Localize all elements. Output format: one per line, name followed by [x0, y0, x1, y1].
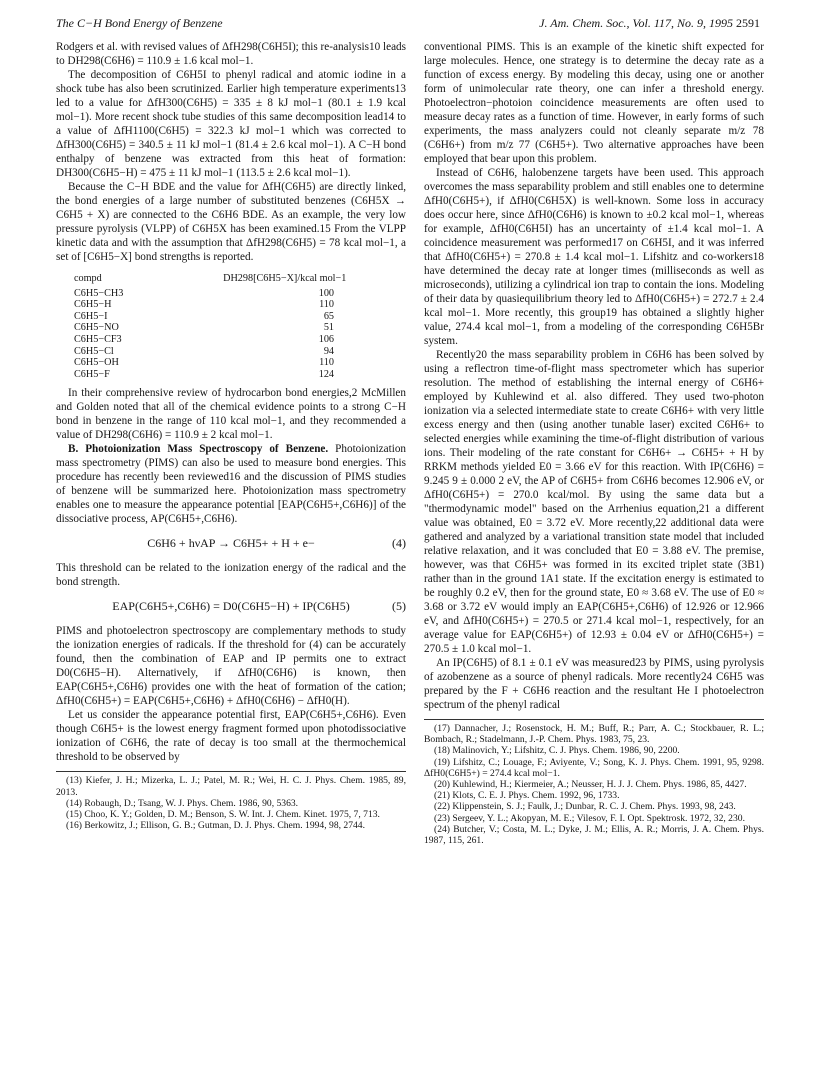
table-row: [56, 288, 406, 300]
compound-cell: C6H5−Cl: [74, 345, 114, 357]
bond-strength-table: [56, 271, 406, 380]
value-cell: 110: [319, 299, 334, 311]
table-row: [56, 299, 406, 311]
table-row: [56, 369, 406, 381]
footnotes: [424, 719, 764, 846]
paragraph: Recently20 the mass separability problem in C6H6 has been solved by using a reflectron time-of-flight mass spectrometer which has superior resolution. The method of establishing the internal energy of C6H6+ employed by Kuhlewind et al. also differed. They used two-photon ionization via a selected intermediate state to create C6H6+ with very little excess energy and then (using another tunable laser) excited C6H6+ to selected energies while examining the time-of-flight distribution of various ions. Their modeling of the rate constant for C6H6+ → C6H5+ + H by RRKM methods yielded E0 = 3.66 eV for this reaction. With IP(C6H6) = 9.245 9 ± 0.000 2 eV, the AP of C6H5+ from C6H6 becomes 12.906 eV, or ΔfH0(C6H5+) = 270.0 kcal/mol. By using the same data but a "thermodynamic model" based on the Arrhenius equation,21 a different value was obtained, E0 = 3.72 eV. More recently,22 additional data were gathered and analyzed by a variational transition state model that included relative relaxation, and it was concluded that E0 = 3.88 eV. The premise, however, was that C6H5+ was formed in its excited triplet state (3B1) rather than in the ground 1A1 state. If the excitation energy is estimated to be roughly 0.2 eV, then for the ground state, E0 ≈ 3.68 eV. The use of E0 ≈ 3.68 or 3.72 eV would imply an EAP(C6H5+,C6H6) of 12.926 or 12.966 eV, and ΔfH0(C6H5+) = 270.5 or 271.4 kcal mol−1, respectively, for an average value for EAP(C6H5+) of 12.93 ± 0.04 eV or ΔfH0(C6H5+) = 270.5 ± 1.0 kcal mol−1.: [424, 349, 764, 655]
paragraph: An IP(C6H5) of 8.1 ± 0.1 eV was measured23 by PIMS, using pyrolysis of azobenzene as a source of phenyl radicals. More recently24 C6H5 was prepared by the F + C6H6 reaction and the resultant He I photoelectron spectrum of the phenyl radical: [424, 657, 764, 711]
paragraph: In their comprehensive review of hydrocarbon bond energies,2 McMillen and Golden noted that all of the chemical evidence points to a strong C−H bond in benzene in the range of 110 kcal mol−1, and they recommended a value of DH298(C6H6) = 110.9 ± 2 kcal mol−1.: [56, 387, 406, 442]
paragraph: PIMS and photoelectron spectroscopy are complementary methods to study the ionization energies of radicals. If the threshold for (4) can be accurately found, then the combination of EAP and IP permits one to extract D0(C6H5−H). Alternatively, if ΔfH0(C6H6) is known, then EAP(C6H5+,C6H6) provides one with the heat of formation of the cation; ΔfH0(C6H5+) = EAP(C6H5+,C6H6) + ΔfH0(C6H6) − ΔfH0(H).: [56, 625, 406, 708]
section-heading: B. Photoionization Mass Spectroscopy of Benzene.: [68, 443, 329, 456]
equation-text: C6H6 + hνAP → C6H5+ + H + e−: [147, 536, 315, 551]
left-column: [56, 40, 406, 1054]
compound-cell: C6H5−CF3: [74, 333, 122, 345]
table-row: [56, 334, 406, 346]
footnote: (16) Berkowitz, J.; Ellison, G. B.; Gutman, D. J. Phys. Chem. 1994, 98, 2744.: [66, 820, 365, 832]
compound-cell: C6H5−H: [74, 299, 112, 311]
value-cell: 124: [318, 368, 334, 380]
right-column: [424, 40, 764, 1054]
compound-cell: C6H5−F: [74, 368, 110, 380]
compound-cell: C6H5−NO: [74, 322, 119, 334]
paragraph: conventional PIMS. This is an example of the kinetic shift expected for large molecules. Hence, one strategy is to determine the decay rate as a function of excess energy. By modeling this decay, using one or another form of unimolecular rate theory, one can infer a threshold energy. Photoelectron−photoion coincidence measurements are often used to measure decay rates as a function of time. However, in early forms of such experiments, the mass analyzers could not cleanly separate m/z 78 (C6H6+) from m/z 77 (C6H5+). Two alternative approaches have been employed that bear upon this problem.: [424, 41, 764, 165]
footnote: (22) Klippenstein, S. J.; Faulk, J.; Dunbar, R. C. J. Chem. Phys. 1993, 98, 243.: [434, 801, 736, 813]
value-cell: 100: [318, 287, 334, 299]
table-row: [56, 357, 406, 369]
section-paragraph: [56, 442, 406, 526]
footnote: (19) Lifshitz, C.; Louage, F.; Aviyente, V.; Song, K. J. Phys. Chem. 1991, 95, 9298. ΔfH0(C6H5+) = 274.4 kcal mol−1.: [424, 756, 764, 779]
section-text: Photoionization mass spectrometry (PIMS) can also be used to measure bond energies. This procedure has recently been reviewed16 and the discussion of PIMS studies of benzene will be summarized here. Photoionization mass spectrometry enables one to measure the appearance potential [EAP(C6H5+,C6H6)] of the dissociative process, AP(C6H5+,C6H6).: [56, 443, 406, 526]
value-cell: 51: [323, 322, 334, 334]
value-cell: 106: [318, 333, 334, 345]
footnote: (20) Kuhlewind, H.; Kiermeier, A.; Neusser, H. J. J. Chem. Phys. 1986, 85, 4427.: [434, 779, 747, 791]
running-title: The C−H Bond Energy of Benzene: [56, 16, 223, 30]
footnote: (13) Kiefer, J. H.; Mizerka, L. J.; Patel, M. R.; Wei, H. C. J. Phys. Chem. 1985, 89, 2013.: [56, 775, 406, 798]
paragraph: Let us consider the appearance potential first, EAP(C6H5+,C6H6). Even though C6H5+ is the lowest energy fragment formed upon photodissociative ionization of C6H6, the rate of decay is too small at the thermochemical threshold to be observed by: [56, 709, 406, 764]
paragraph: Because the C−H BDE and the value for ΔfH(C6H5) are directly linked, the bond energies of a large number of substituted benzenes (C6H5X → C6H5 + X) are connected to the C6H6 BDE. As an example, the very low pressure pyrolysis (VLPP) of C6H5X has been examined.15 From the VLPP kinetic data and with the assumption that ΔfH298(C6H5) = 78 kcal mol−1, a set of [C6H5−X] bond strengths is reported.: [56, 181, 406, 263]
journal-citation: [539, 16, 760, 30]
footnote: (17) Dannacher, J.; Rosenstock, H. M.; Buff, R.; Parr, A. C.; Stockbauer, R. L.; Bombach, R.; Stadelmann, J.-P. Chem. Phys. 1983, 75, 23.: [424, 723, 764, 746]
equation-text: EAP(C6H5+,C6H6) = D0(C6H5−H) + IP(C6H5): [112, 599, 350, 614]
footnote: (18) Malinovich, Y.; Lifshitz, C. J. Phys. Chem. 1986, 90, 2200.: [434, 745, 680, 757]
footnote: (23) Sergeev, Y. L.; Akopyan, M. E.; Vilesov, F. I. Opt. Spektrosk. 1972, 32, 230.: [434, 812, 745, 824]
footnote: (15) Choo, K. Y.; Golden, D. M.; Benson, S. W. Int. J. Chem. Kinet. 1975, 7, 713.: [66, 808, 380, 820]
compound-cell: C6H5−I: [74, 310, 108, 322]
value-cell: 94: [323, 345, 334, 357]
value-cell: 110: [319, 357, 334, 369]
journal-name: J. Am. Chem. Soc., Vol. 117, No. 9, 1995: [539, 16, 733, 30]
paragraph: The decomposition of C6H5I to phenyl radical and atomic iodine in a shock tube has also been scrutinized. Earlier high temperature experiments13 led to a value for ΔfH300(C6H5) = 335 ± 8 kJ mol−1 (80.1 ± 1.9 kcal mol−1). More recent shock tube studies of this same decomposition lead14 to a value of ΔfH1100(C6H5) = 322.3 kJ mol−1 which was corrected to ΔfH300(C6H5) = 340.5 ± 11 kJ mol−1 (81.4 ± 2.6 kcal mol−1). A C−H bond enthalpy of benzene was extracted from this heat of formation: DH300(C6H5−H) = 475 ± 11 kJ mol−1 (113.5 ± 2.6 kcal mol−1).: [56, 69, 406, 179]
footnote: (21) Klots, C. E. J. Phys. Chem. 1992, 96, 1733.: [434, 790, 620, 802]
equation-5: [56, 599, 406, 613]
paragraph: Instead of C6H6, halobenzene targets have been used. This approach overcomes the mass separability problem and still enables one to determine ΔfH0(C6H5+), if ΔfH0(C6H5X) is well-known. Some loss in accuracy does occur here, since ΔfH0(C6H6) is known to ±0.2 kcal mol−1, whereas for example, ΔfH0(C6H5I) has an uncertainty of ±1.4 kcal mol−1. A coincidence measurement was performed17 on C6H5I, and it was inferred that ΔfH0(C6H5+) = 270.8 ± 1.4 kcal mol−1. Lifshitz and co-workers18 have determined the decay rate at longer times (milliseconds as well as microseconds), utilizing a cylindrical ion trap to contain the ions. Modeling of their data by quasiequilibrium theory led to ΔfH0(C6H5+) = 272.7 ± 2.4 kcal mol−1. More recently, this group19 has obtained a slightly higher value, 274.4 kcal mol−1, from a modeling of the corresponding C6H5Br system.: [424, 167, 764, 347]
column-header-compd: compd: [74, 273, 102, 284]
compound-cell: C6H5−OH: [74, 357, 119, 369]
column-header-dh298: DH298[C6H5−X]/kcal mol−1: [223, 273, 347, 284]
paragraph: This threshold can be related to the ionization energy of the radical and the bond strength.: [56, 562, 406, 589]
table-row: [56, 311, 406, 323]
compound-cell: C6H5−CH3: [74, 287, 124, 299]
equation-number: (4): [392, 536, 406, 551]
footnote: (24) Butcher, V.; Costa, M. L.; Dyke, J. M.; Ellis, A. R.; Morris, J. A. Chem. Phys. 1987, 115, 261.: [424, 823, 764, 847]
footnote: (14) Robaugh, D.; Tsang, W. J. Phys. Chem. 1986, 90, 5363.: [66, 797, 299, 809]
equation-number: (5): [392, 599, 406, 614]
paragraph: Rodgers et al. with revised values of ΔfH298(C6H5I); this re-analysis10 leads to DH298(C6H6) = 110.9 ± 1.6 kcal mol−1.: [56, 41, 406, 67]
equation-4: [56, 536, 406, 550]
page-number: 2591: [736, 16, 760, 30]
table-row: [56, 346, 406, 358]
table-row: [56, 322, 406, 334]
footnotes: [56, 771, 406, 831]
value-cell: 65: [323, 310, 334, 322]
table-header-row: [56, 271, 406, 288]
